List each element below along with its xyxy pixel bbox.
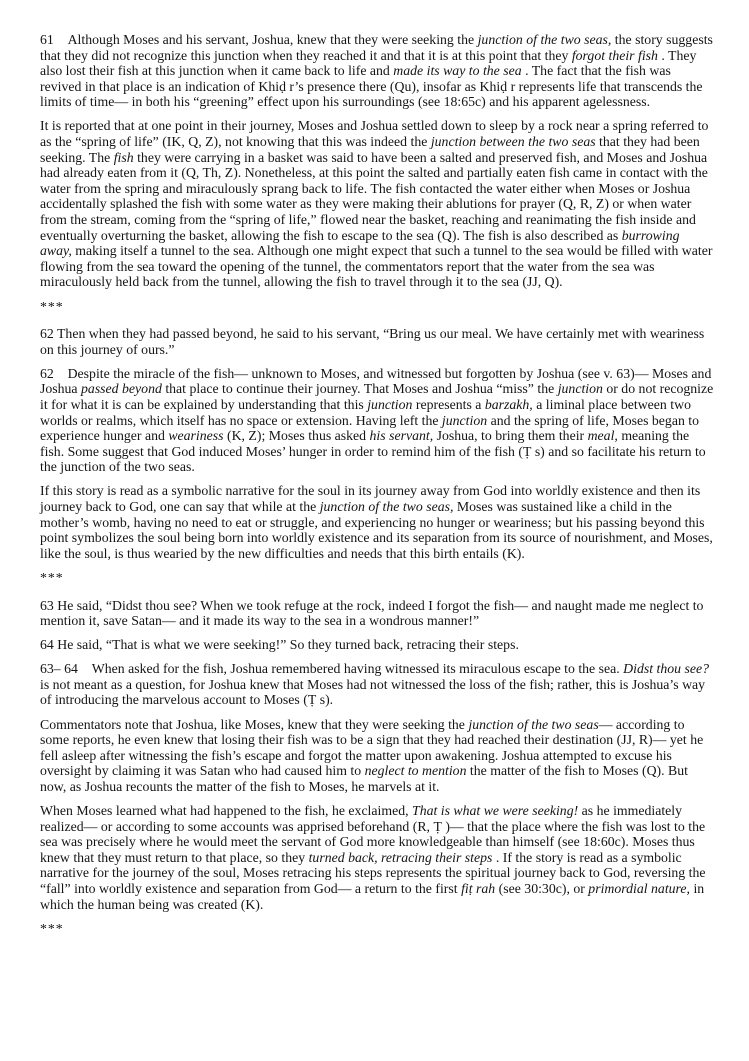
commentary-paragraph (40, 661, 714, 708)
text-run: (see 30:30c), or (495, 881, 589, 896)
italic-text-run: neglect to mention (364, 763, 467, 779)
italic-text-run: junction (367, 396, 413, 412)
commentary-paragraph (40, 483, 714, 561)
text-run: Joshua, to bring them their (433, 428, 588, 444)
italic-text-run: junction of the two seas, (319, 499, 454, 515)
italic-text-run: junction (557, 381, 603, 397)
section-separator (40, 921, 714, 937)
text-run: in which the human being was created (K). (40, 881, 705, 912)
commentary-paragraph (40, 118, 714, 290)
text-run: 63 He said, “Didst thou see? When we took refuge at the rock, indeed I forgot the fish— and naught made me neglect to mention it, save Satan— and it made its way to the sea in a wondrous manner!” (40, 597, 704, 629)
verse-paragraph (40, 637, 714, 653)
text-run: represents a (412, 396, 485, 412)
text-run: the matter of the fish to Moses (Q). But now, as Joshua recounts the matter of the fish to Moses, he marvels at it. (40, 763, 688, 794)
text-run: . They also lost their fish at this junction when it came back to life and (40, 47, 697, 79)
section-separator (40, 299, 714, 315)
verse-paragraph (40, 598, 714, 629)
text-run: as he immediately realized— or according to some accounts was apprised beforehand (R, Ṭ )— that the place where the fish was lost to the sea was precisely where he would meet the servant of God more knowledgeable than himself (see 18:60c). Moses thus knew that they must return to that place, so they (40, 803, 706, 865)
text-run: . If the story is read as a symbolic narrative for the journey of the soul, Moses retracing his steps represents the spiritual journey back to God, reversing the “fall” into worldly existence and separation from God— a return to the first (40, 849, 706, 896)
text-run: 61 Although Moses and his servant, Joshua, knew that they were seeking the (40, 32, 478, 47)
italic-text-run: junction of the two seas (468, 716, 599, 732)
italic-text-run: junction (441, 412, 488, 428)
commentary-paragraph (40, 32, 714, 110)
text-run: and the spring of life, Moses began to experience hunger and (40, 412, 700, 444)
text-run: *** (40, 298, 64, 314)
italic-text-run: fish (113, 149, 134, 165)
text-run: that they had been seeking. The (40, 134, 700, 165)
italic-text-run: passed beyond (81, 381, 162, 397)
italic-text-run: primordial nature, (588, 881, 690, 896)
text-run: (K, Z); Moses thus asked (223, 428, 370, 444)
commentary-paragraph (40, 717, 714, 795)
text-run: meaning the fish. Some suggest that God induced Moses’ hunger in order to remind him of the fish (Ṭ s) and so facilitate his return to the junction of the two seas. (40, 428, 706, 475)
text-run: is not meant as a question, for Joshua knew that Moses had not witnessed the loss of the fish; rather, this is Joshua’s way of introducing the marvelous account to Moses (Ṭ s). (40, 676, 706, 708)
text-run: . The fact that the fish was revived in that place is an indication of Khiḍ r’s presence there (Qu), insofar as Khiḍ r represents life that transcends the limits of time— in both his “greening” effect upon his surroundings (see 18:65c) and his apparent agelessness. (40, 63, 703, 110)
text-run: 62 Then when they had passed beyond, he said to his servant, “Bring us our meal. We have certainly met with weariness on this journey of ours.” (40, 326, 705, 357)
italic-text-run: turned back, retracing their steps (308, 849, 493, 865)
section-separator (40, 570, 714, 586)
text-run: a liminal place between two worlds or realms, which itself has no space or extension. Having left the (40, 396, 691, 428)
commentary-paragraph (40, 803, 714, 912)
text-run: 64 He said, “That is what we were seeking!” So they turned back, retracing their steps. (40, 637, 519, 653)
text-run: making itself a tunnel to the sea. Although one might expect that such a tunnel to the sea would be filled with water flowing from the sea toward the opening of the tunnel, the commentators report that the water from the sea was miraculously held back from the tunnel, allowing the fish to travel through it to the sea (JJ, Q). (40, 243, 713, 290)
italic-text-run: barzakh, (484, 396, 533, 412)
text-run: they were carrying in a basket was said to have been a salted and preserved fish, and Moses and Joshua had already eaten from it (Q, Th, Z). Nonetheless, at this point the salted and partially eaten fish came in contact with the water from the spring and miraculously sprang back to life. The fish contacted the water either when Moses or Joshua accidentally splashed the fish with some water as they were making their ablutions for prayer (Q, R, Z) or when water from the stream, coming from the “spring of life,” flowed near the basket, reaching and reanimating the fish inside and eventually overturning the basket, allowing the fish to escape to the sea (Q). The fish is also described as (40, 149, 708, 243)
text-run: *** (40, 569, 64, 585)
text-run: or do not recognize it for what it is can be explained by understanding that this (40, 381, 714, 412)
text-run: If this story is read as a symbolic narrative for the soul in its journey away from God into worldly existence and then its journey back to God, one can say that while at the (40, 483, 701, 515)
text-run: — according to some reports, he even knew that losing their fish was to be a sign that they had reached their destination (JJ, R)— yet he fell asleep after witnessing the fish’s escape and forgot the matter upon awakening. Joshua attempted to excuse his oversight by claiming it was Satan who had caused him to (40, 716, 704, 779)
italic-text-run: weariness (168, 428, 224, 444)
text-run: that place to continue their journey. That Moses and Joshua “miss” the (161, 381, 558, 397)
italic-text-run: junction between the two seas (430, 134, 596, 150)
document-content (40, 32, 714, 948)
italic-text-run: made its way to the sea (393, 63, 522, 79)
text-run: It is reported that at one point in their journey, Moses and Joshua settled down to sleep by a rock near a spring referred to as the “spring of life” (IK, Q, Z), not knowing that this was indeed the (40, 118, 709, 150)
text-run: When Moses learned what had happened to the fish, he exclaimed, (40, 803, 413, 819)
italic-text-run: his servant, (369, 428, 434, 444)
italic-text-run: forgot their fish (571, 47, 658, 63)
text-run: Commentators note that Joshua, like Moses, knew that they were seeking the (40, 716, 469, 732)
text-run: 63– 64 When asked for the fish, Joshua remembered having witnessed its miraculous escape to the sea. (40, 661, 624, 677)
italic-text-run: burrowing away, (40, 227, 680, 259)
text-run: *** (40, 920, 64, 936)
italic-text-run: meal, (587, 428, 618, 444)
italic-text-run: Didst thou see? (623, 661, 709, 677)
italic-text-run: fiṭ rah (461, 881, 496, 896)
text-run: Moses was sustained like a child in the mother’s womb, having no need to eat or struggle, and experiencing no hunger or weariness; but his passing beyond this point symbolizes the soul being born into worldly existence and its separation from its source of nourishment, and Moses, like the soul, is thus wearied by the new difficulties and needs that this birth entails (K). (40, 499, 713, 561)
italic-text-run: junction of the two seas, (477, 32, 612, 47)
text-run: 62 Despite the miracle of the fish— unknown to Moses, and witnessed but forgotten by Joshua (see v. 63)— Moses and Joshua (40, 365, 712, 397)
text-run: the story suggests that they did not recognize this junction when they reached it and that it is at this point that they (40, 32, 713, 63)
italic-text-run: That is what we were seeking! (412, 803, 579, 819)
commentary-paragraph (40, 366, 714, 475)
verse-paragraph (40, 326, 714, 357)
